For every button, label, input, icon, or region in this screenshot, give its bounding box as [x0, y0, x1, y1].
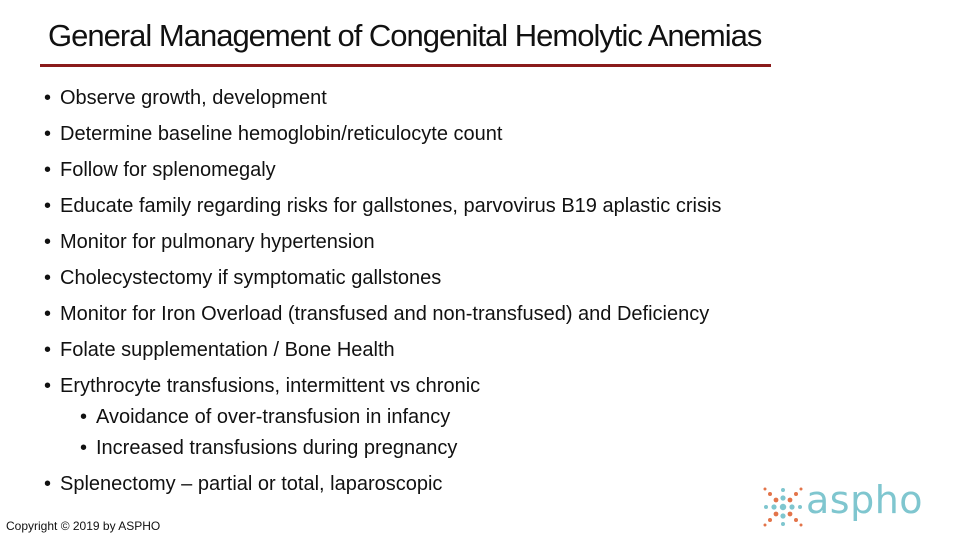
bullet-dot: • — [44, 231, 52, 253]
aspho-logo-mark-icon — [762, 486, 804, 528]
bullet-text: Observe growth, development — [60, 87, 327, 109]
sub-bullet-item — [80, 403, 450, 431]
bullet-dot: • — [44, 159, 52, 181]
bullet-item — [44, 156, 276, 184]
bullet-text: Monitor for Iron Overload (transfused and non-transfused) and Deficiency — [60, 303, 710, 325]
bullet-dot: • — [80, 406, 88, 428]
sub-bullet-text: Increased transfusions during pregnancy — [96, 437, 458, 459]
sub-bullet-item — [80, 434, 457, 462]
bullet-dot: • — [44, 339, 52, 361]
bullet-dot: • — [80, 437, 88, 459]
aspho-logo-text: aspho — [806, 478, 924, 522]
bullet-text: Follow for splenomegaly — [60, 159, 276, 181]
bullet-text: Splenectomy – partial or total, laparoscopic — [60, 473, 443, 495]
bullet-item — [44, 372, 480, 400]
bullet-item — [44, 470, 442, 498]
bullet-item — [44, 120, 502, 148]
bullet-text: Educate family regarding risks for gallstones, parvovirus B19 aplastic crisis — [60, 195, 722, 217]
copyright-notice: Copyright © 2019 by ASPHO — [6, 519, 161, 533]
bullet-text: Cholecystectomy if symptomatic gallstones — [60, 267, 442, 289]
bullet-item — [44, 264, 441, 292]
bullet-item — [44, 300, 709, 328]
slide-title: General Management of Congenital Hemolytic Anemias — [48, 18, 762, 53]
bullet-text: Determine baseline hemoglobin/reticulocyte count — [60, 123, 503, 145]
bullet-dot: • — [44, 195, 52, 217]
sub-bullet-text: Avoidance of over-transfusion in infancy — [96, 406, 451, 428]
bullet-item — [44, 336, 395, 364]
bullet-dot: • — [44, 473, 52, 495]
bullet-item — [44, 84, 327, 112]
bullet-dot: • — [44, 123, 52, 145]
bullet-text: Monitor for pulmonary hypertension — [60, 231, 375, 253]
bullet-item — [44, 228, 375, 256]
bullet-item — [44, 192, 721, 220]
bullet-text: Folate supplementation / Bone Health — [60, 339, 395, 361]
aspho-logo — [762, 478, 942, 528]
bullet-text: Erythrocyte transfusions, intermittent vs chronic — [60, 375, 481, 397]
bullet-dot: • — [44, 267, 52, 289]
bullet-dot: • — [44, 87, 52, 109]
bullet-dot: • — [44, 375, 52, 397]
bullet-dot: • — [44, 303, 52, 325]
